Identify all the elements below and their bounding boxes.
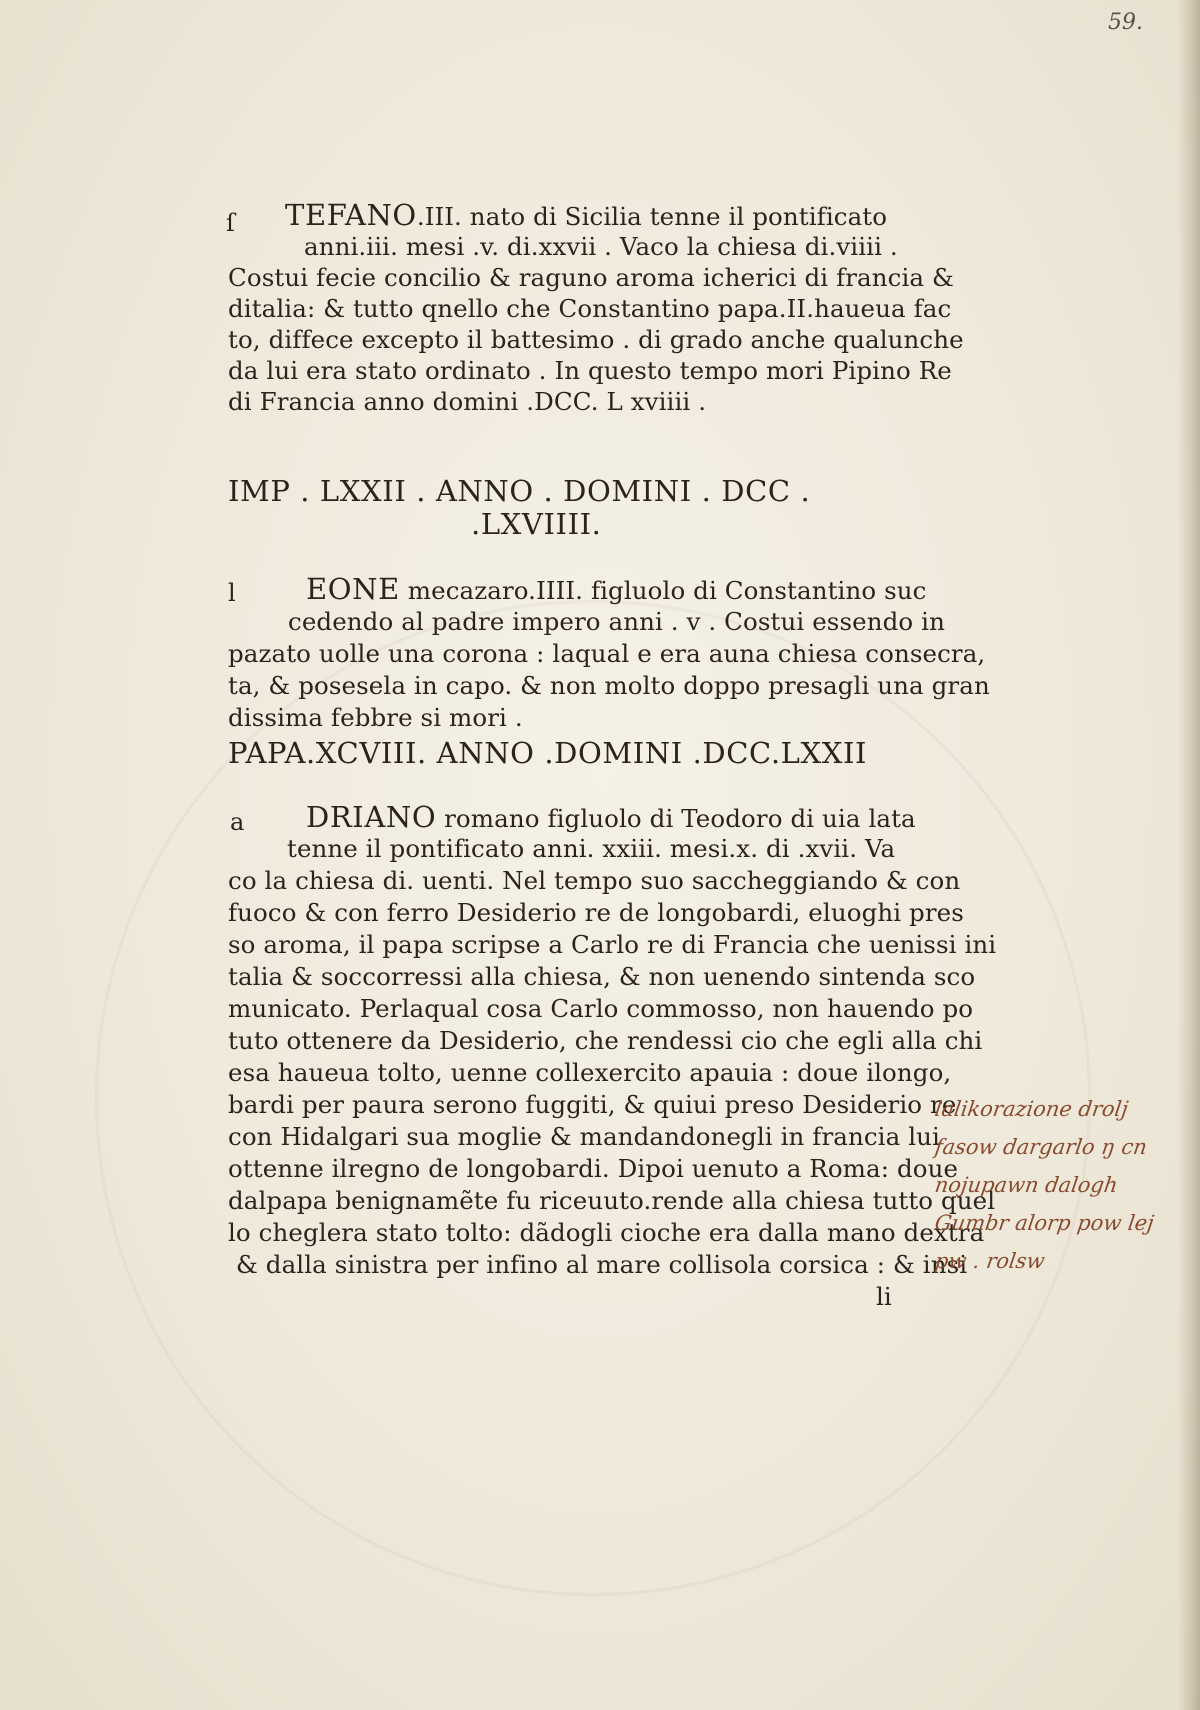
block3-line-5: so aroma, il papa scripse a Carlo re di Francia che uenissi ini — [228, 930, 997, 959]
block1-line-4: ditalia: & tutto qnello che Constantino papa.II.haueua fac — [228, 294, 952, 323]
block2-line-1: EONE mecazaro.IIII. figluolo di Constantino suc — [306, 572, 927, 606]
block3-line-11: con Hidalgari sua moglie & mandandonegli in francia lui — [228, 1122, 940, 1151]
block3-line-6: talia & soccorressi alla chiesa, & non uenendo sintenda sco — [228, 962, 976, 991]
heading-imp-year: .LXVIIII. — [471, 507, 602, 541]
block1-line-7: di Francia anno domini .DCC. L xviiii . — [228, 387, 707, 416]
block3-line-1: DRIANO romano figluolo di Teodoro di uia lata — [306, 800, 916, 834]
block3-line-7: municato. Perlaqual cosa Carlo commosso, non hauendo po — [228, 994, 974, 1023]
block3-line-10: bardi per paura serono fuggiti, & quiui preso Desiderio re — [228, 1090, 957, 1119]
block1-line-3: Costui fecie concilio & raguno aroma icherici di francia & — [228, 263, 954, 292]
block1-line-5: to, diffece excepto il battesimo . di grado anche qualunche — [228, 325, 964, 354]
block2-initial-word: EONE — [306, 572, 400, 606]
margin-note-line-5: pw . rolsw — [933, 1249, 1047, 1273]
block2-line-2: cedendo al padre impero anni . v . Costui essendo in — [288, 607, 945, 636]
block3-line-12: ottenne ilregno de longobardi. Dipoi uenuto a Roma: doue — [228, 1154, 959, 1183]
block3-line-13: dalpapa benignamẽte fu riceuuto.rende alla chiesa tutto quel — [228, 1186, 996, 1215]
block1-line-6: da lui era stato ordinato . In questo tempo mori Pipino Re — [228, 356, 952, 385]
margin-note-line-3: nojupawn dalogh — [933, 1173, 1120, 1197]
block3-line-9: esa haueua tolto, uenne collexercito apauia : doue ilongo, — [228, 1058, 952, 1087]
block3-line-8: tuto ottenere da Desiderio, che rendessi cio che egli alla chi — [228, 1026, 983, 1055]
margin-note-line-4: Gumbr alorp pow lej — [933, 1211, 1156, 1235]
block1-line-2: anni.iii. mesi .v. di.xxvii . Vaco la chiesa di.viiii . — [304, 232, 898, 261]
heading-papa: PAPA.XCVIII. ANNO .DOMINI .DCC.LXXII — [228, 736, 868, 770]
guide-letter-s: ſ — [226, 209, 235, 237]
block2-line-5: dissima febbre si mori . — [228, 703, 523, 732]
page-edge-shadow — [1178, 0, 1200, 1710]
block1-line-1: TEFANO.III. nato di Sicilia tenne il pontificato — [285, 198, 888, 232]
block3-line-15: & dalla sinistra per infino al mare collisola corsica : & insi — [236, 1250, 968, 1279]
guide-letter-a: a — [230, 808, 245, 836]
folio-number: 59. — [1108, 10, 1143, 35]
margin-note-line-1: lalikorazione drolj — [933, 1097, 1130, 1121]
block3-line-14: lo cheglera stato tolto: dãdogli cioche era dalla mano dextra — [228, 1218, 985, 1247]
block2-line-3: pazato uolle una corona : laqual e era auna chiesa consecra, — [228, 639, 986, 668]
heading-imp: IMP . LXXII . ANNO . DOMINI . DCC . — [228, 474, 811, 508]
block3-line-2: tenne il pontificato anni. xxiii. mesi.x. di .xvii. Va — [287, 834, 896, 863]
guide-letter-l: l — [228, 579, 236, 607]
block1-initial-word: TEFANO — [285, 198, 417, 232]
block3-line-4: fuoco & con ferro Desiderio re de longobardi, eluoghi pres — [228, 898, 964, 927]
block3-line-3: co la chiesa di. uenti. Nel tempo suo saccheggiando & con — [228, 866, 961, 895]
margin-note-line-2: fasow dargarlo ŋ cn — [933, 1135, 1149, 1159]
block2-line-4: ta, & posesela in capo. & non molto doppo presagli una gran — [228, 671, 990, 700]
catchword: li — [876, 1282, 892, 1311]
block3-initial-word: DRIANO — [306, 800, 437, 834]
